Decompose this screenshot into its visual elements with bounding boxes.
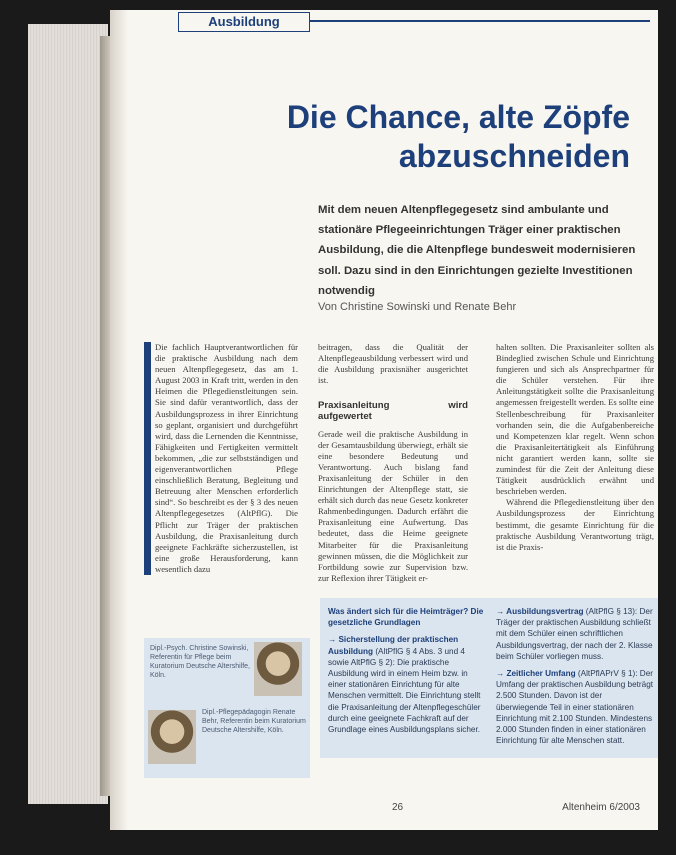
column-2-body-text: Gerade weil die praktische Ausbildung in der Gesamtausbildung überwiegt, erhält sie eine besondere Bedeutung und Verantwortung. Auch bislang fand Praxisanleitung der Schüler in den Einrichtungen der Altenpflege statt, sie erhält sich durch das neue Gesetz konkreter Rahmenbedingungen. Dadurch erfährt die Praxisanleitung eine Aufwertung. Das bedeutet, dass die Heime geeignete Mitarbeiter für die Praxisanleitung gewinnen müssen, die die Möglichkeit zur Fortbildung sowie zur Supervision bzw. zur Reflexion ihrer Tätigkeit er- — [318, 428, 468, 583]
section-rule — [310, 20, 650, 22]
column-2-subheading: Praxisanleitung wird aufgewertet — [318, 400, 468, 423]
intro-paragraph: Mit dem neuen Altenpflegegesetz sind ambulante und stationäre Pflegeeinrichtungen Träger einer praktischen Ausbildung, die die Altenpflege bundesweit modernisieren soll. Dazu sind in den Einrichtungen gezielte Investitionen notwendig — [318, 204, 636, 297]
magazine-issue: Altenheim 6/2003 — [562, 802, 640, 813]
info-box-column-1 — [328, 606, 486, 741]
headline — [200, 98, 630, 176]
info-box — [320, 598, 658, 758]
column-1-text: Die fachlich Hauptverantwortlichen für die praktische Ausbildung nach dem neuen Altenpflegegesetz, das am 1. August 2003 in Kraft tritt, werden in den Heimen die Pflegedienstleitungen sein. Sie sind dafür verantwortlich, dass der Ausbildungsprozess in ihrer Einrichtung so geplant, organisiert und durchgeführt wird, dass die Lernenden die Kenntnisse, Fähigkeiten und Fertigkeiten vermittelt bekommen, „die zur selbstständigen und eigenverantwortlichen Pflege einschließlich Beratung, Begleitung und Betreuung alter Menschen erforderlich sind“. So beschreibt es der § 3 des neuen Altenpflegegesetzes (AltPflG). Die Pflicht zur Träger der praktischen Ausbildung, die Praxisanleitung durch geeignete Fachkräfte sicherzustellen, ist eine große Herausforderung, kann wesentlich dazu — [155, 342, 298, 574]
author-bio-behr: Dipl.-Pflegepädagogin Renate Behr, Referentin beim Kuratorium Deutsche Altershilfe, Köln. — [202, 709, 306, 734]
page-stack-edges — [28, 24, 108, 804]
headline-line-2: abzuschneiden — [398, 138, 630, 174]
headline-line-1: Die Chance, alte Zöpfe — [286, 99, 630, 135]
byline: Von Christine Sowinski und Renate Behr — [318, 301, 517, 313]
page-gutter — [110, 10, 128, 830]
info-box-item-1 — [328, 634, 486, 735]
info-box-head-3: → Zeitlicher Umfang — [496, 669, 576, 679]
magazine-page — [110, 10, 658, 830]
article-column-1 — [144, 342, 298, 575]
page-number: 26 — [392, 802, 404, 813]
info-box-body-1: (AltPflG § 4 Abs. 3 und 4 sowie AltPflG § 2): Die praktische Ausbildung wird in einem Heim bzw. in einer stationären Einrichtung für alte Menschen vermittelt. Die Einrichtung stellt die Praxisanleitung der Altenpflegeschüler durch eine geeignete Fachkraft auf der Grundlage eines Ausbildungsplans sicher. — [328, 646, 481, 735]
column-2-top-text: beitragen, dass die Qualität der Altenpflegeausbildung verbessert wird und die Ausbildung praxisnäher ausgerichtet ist. — [318, 342, 468, 386]
section-label: Ausbildung — [208, 14, 280, 29]
column-3-text-2: Während die Pflegedienstleitung über den Ausbildungsprozess der Einrichtung bestimmt, die gesamte Einrichtung für die praktische Ausbildung Verantwortung trägt, ist die Praxis- — [496, 497, 654, 552]
info-box-head-1: → Sicherstellung der praktischen Ausbildung — [328, 635, 459, 656]
author-bio-sowinski: Dipl.-Psych. Christine Sowinski, Referentin für Pflege beim Kuratorium Deutsche Altershilfe, Köln. — [150, 645, 250, 679]
info-box-head-2: → Ausbildungsvertrag — [496, 607, 584, 616]
info-box-item-2 — [496, 606, 654, 662]
info-box-item-3 — [496, 668, 654, 746]
column-3-text-1: halten sollten. Die Praxisanleiter sollten als Bindeglied zwischen Schule und Einrichtung fungieren und sich als Ansprechpartner für die Schüler verstehen. Für ihre Anleitungstätigkeit sollte die Praxisanleitung angemessen freigestellt werden. Es sollte eine Stellenbeschreibung für Praxisanleiter vorhanden sein, die die Aufgabenbereiche und Kompetenzen klar regelt. Wenn schon die Praxisanleitertätigkeit als Einführung nicht garantiert werden kann, sollte sie zumindest für die Zeit der Anleitung diese Tätigkeit ausdrücklich erwähnt und beschrieben werden. — [496, 342, 654, 497]
article-column-3 — [496, 342, 654, 553]
author-photo-sowinski — [254, 642, 302, 696]
info-box-column-2 — [496, 606, 654, 752]
info-box-body-2: (AltPflG § 13): Der Träger der praktischen Ausbildung schließt mit dem Schüler einen schriftlichen Ausbildungsvertrag, der nach der 2. Klasse beim Schüler vorliegen muss. — [496, 607, 653, 661]
author-photo-behr — [148, 710, 196, 764]
info-box-title: Was ändert sich für die Heimträger? Die gesetzliche Grundlagen — [328, 607, 484, 628]
author-box — [144, 638, 310, 778]
info-box-body-3: (AltPflAPrV § 1): Der Umfang der praktischen Ausbildung beträgt 2.500 Stunden. Davon ist der überwiegende Teil in einer stationären Einrichtung mit 2.100 Stunden. Mindestens 2.000 Stunden finden in einer stationären Einrichtung für alte Menschen statt. — [496, 669, 654, 746]
section-tab — [178, 12, 310, 32]
article-column-2 — [318, 342, 468, 584]
